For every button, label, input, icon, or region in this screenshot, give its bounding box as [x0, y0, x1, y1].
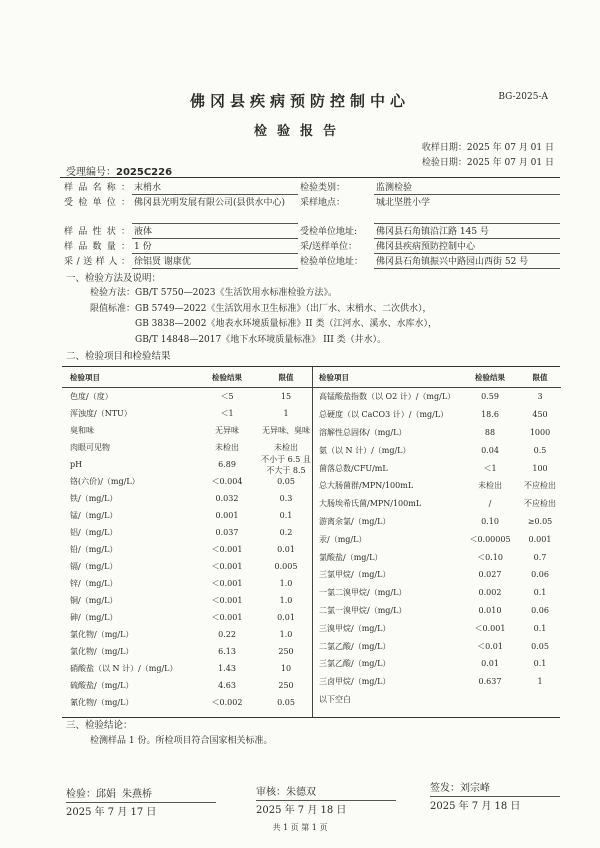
row-item: 二氯乙酸/（mg/L） [319, 641, 391, 651]
header-item: 检验项目 [70, 372, 100, 382]
row-result: ＜1 [220, 409, 234, 418]
row-result: ＜0.001 [211, 579, 243, 588]
row-item: 总硬度（以 CaCO3 计）/（mg/L） [319, 410, 449, 420]
info-label: 检验类别： [300, 183, 346, 193]
info-value: 佛冈县疾病预防控制中心 [374, 239, 560, 254]
row-item: 铝/（mg/L） [70, 528, 118, 537]
row-limit: 0.06 [531, 605, 549, 615]
row-limit: 0.005 [274, 562, 298, 571]
row-result: / [488, 499, 492, 509]
row-limit: 250 [278, 681, 294, 690]
form-code: BG-2025-A [498, 92, 548, 102]
table-row [313, 477, 561, 495]
row-result: 0.002 [478, 588, 502, 598]
row-limit: 1.0 [279, 596, 293, 605]
row-limit: 0.05 [277, 477, 295, 486]
row-result: 未检出 [478, 481, 502, 491]
row-item: 三卤甲烷/（mg/L） [319, 677, 391, 687]
row-item: 游离余氯/（mg/L） [319, 516, 391, 526]
row-result: ＜0.001 [211, 613, 243, 622]
row-result: ＜0.001 [474, 623, 506, 633]
table-row [313, 584, 561, 602]
row-result: 0.032 [215, 494, 239, 503]
row-limit: 1000 [529, 427, 551, 437]
table-row [62, 592, 312, 609]
row-item: 肉眼可见物 [70, 443, 110, 452]
table-row [62, 405, 312, 422]
method-text: GB/T 5750—2023《生活饮用水标准检验方法》。 [135, 288, 338, 298]
table-row [313, 691, 561, 709]
row-item: 锌/（mg/L） [70, 579, 118, 588]
acceptance-number [66, 163, 172, 178]
row-result: ＜5 [220, 392, 234, 401]
row-result: 0.59 [481, 392, 499, 402]
info-label: 样品性状： [64, 226, 130, 237]
row-limit: 1 [537, 677, 543, 687]
table-row [313, 673, 561, 691]
row-item: 三氯乙酸/（mg/L） [319, 659, 391, 669]
row-result: 0.637 [478, 677, 502, 687]
conclusion-text: 检测样品 1 份。所检项目符合国家相关标准。 [90, 736, 273, 746]
row-limit: ≥0.05 [527, 516, 553, 526]
row-item: 氨（以 N 计）/（mg/L） [319, 445, 411, 455]
row-item: 菌落总数/CFU/mL [319, 463, 388, 473]
row-result: 0.22 [218, 630, 236, 639]
conclusion-heading: 三、检验结论： [66, 720, 133, 731]
row-limit: 10 [280, 664, 292, 673]
table-row [62, 490, 312, 507]
info-value: 监测检验 [374, 180, 560, 195]
row-item: 一氯二溴甲烷/（mg/L） [319, 588, 407, 598]
row-result: 0.001 [215, 511, 239, 520]
results-heading: 二、检验项目和检验结果 [66, 351, 171, 362]
row-item: 色度/（度） [70, 392, 113, 401]
tester [66, 785, 216, 818]
acceptance-value: 2025C226 [116, 167, 173, 178]
table-row [62, 626, 312, 643]
row-item: 三溴甲烷/（mg/L） [319, 623, 391, 633]
org-title: 佛冈县疾病预防控制中心 [189, 92, 410, 110]
info-label: 采样地点： [300, 197, 346, 208]
row-item: 汞/（mg/L） [319, 534, 367, 544]
info-value: 液体 [132, 224, 298, 239]
test-date: 检验日期：2025 年 07 月 01 日 [421, 158, 554, 168]
row-item: 大肠埃希氏菌/MPN/100mL [319, 499, 422, 509]
table-row [313, 441, 561, 459]
info-label: 样品名称： [64, 183, 130, 193]
row-item: 氯酸盐/（mg/L） [319, 552, 383, 562]
row-limit: 无异味、臭味 [262, 426, 310, 435]
row-result: 0.010 [478, 605, 502, 615]
info-value: 1 份 [132, 239, 298, 254]
info-label: 检验单位地址： [300, 256, 364, 267]
row-result: ＜0.01 [477, 641, 503, 651]
issuer-date: 2025 年 7 月 18 日 [430, 796, 560, 812]
info-value: 佛冈县石角镇沿江路 145 号 [374, 224, 560, 239]
table-header [313, 367, 561, 388]
reviewer [256, 783, 396, 816]
table-row [62, 422, 312, 439]
row-item: 硝酸盐（以 N 计）/（mg/L） [70, 664, 178, 673]
row-limit: 0.1 [533, 588, 547, 598]
row-limit: 0.3 [279, 494, 293, 503]
row-limit: 0.05 [277, 698, 295, 707]
methods-heading: 一、检验方法及说明： [66, 273, 162, 284]
row-item: 浑浊度/（NTU） [70, 409, 132, 418]
table-row [62, 677, 312, 694]
row-limit: 0.7 [533, 552, 547, 562]
table-row [313, 513, 561, 531]
limit-line: GB 5749—2022《生活饮用水卫生标准》（出厂水、末梢水、二次供水）， [135, 303, 432, 314]
row-item: 铬(六价)/（mg/L） [70, 477, 140, 486]
row-item: 锰/（mg/L） [70, 511, 118, 520]
table-row [313, 424, 561, 442]
table-row [313, 406, 561, 424]
row-limit: 0.001 [528, 534, 552, 544]
table-row [313, 459, 561, 477]
info-label: 样品数量： [64, 241, 130, 252]
table-row [62, 575, 312, 592]
methods-block [90, 286, 437, 348]
info-value: 城北坚胜小学 [374, 195, 560, 224]
results-right-column [312, 367, 561, 717]
row-item: 氰化物/（mg/L） [70, 698, 134, 707]
row-result: ＜0.10 [477, 552, 503, 562]
row-item: 三氯甲烷/（mg/L） [319, 570, 391, 580]
table-row [62, 524, 312, 541]
row-result: 6.89 [218, 460, 236, 469]
row-result: ＜1 [483, 463, 497, 473]
page-info: 共 1 页 第 1 页 [272, 823, 328, 832]
info-value: 佛冈县石角镇振兴中路园山西街 52 号 [374, 254, 560, 269]
row-item: 总大肠菌群/MPN/100mL [319, 481, 414, 491]
row-item: 臭和味 [70, 426, 94, 435]
row-result: ＜0.00005 [469, 534, 511, 544]
table-row [62, 660, 312, 677]
table-row [313, 495, 561, 513]
row-item: 铜/（mg/L） [70, 596, 118, 605]
table-row [313, 388, 561, 406]
row-item: 二氯一溴甲烷/（mg/L） [319, 605, 407, 615]
row-result: 0.01 [481, 659, 499, 669]
info-value: 末梢水 [132, 180, 298, 195]
info-label: 受检单位： [64, 197, 130, 208]
row-limit: 450 [532, 410, 548, 420]
info-label: 受检单位地址: [300, 226, 358, 237]
table-row [313, 566, 561, 584]
row-limit: 15 [280, 392, 292, 401]
table-row [62, 694, 312, 711]
row-result: 0.04 [481, 445, 499, 455]
row-item: 高锰酸盐指数（以 O2 计）/（mg/L） [319, 392, 456, 402]
row-result: 0.037 [215, 528, 239, 537]
limit-line: GB/T 14848—2017《地下水环境质量标准》 III 类（井水）。 [135, 334, 387, 345]
row-limit: 0.1 [533, 623, 547, 633]
info-label: 采/送样单位： [300, 241, 358, 252]
table-row [313, 637, 561, 655]
row-result: 6.13 [218, 647, 236, 656]
table-row [313, 548, 561, 566]
table-row [62, 558, 312, 575]
row-result: ＜0.002 [211, 698, 243, 707]
row-limit: 1 [283, 409, 289, 418]
row-item: 溶解性总固体/（mg/L） [319, 427, 407, 437]
row-result: 未检出 [215, 443, 239, 452]
row-limit: 不应检出 [524, 481, 556, 491]
divider [60, 177, 560, 178]
table-row [62, 473, 312, 490]
results-left-column [62, 367, 312, 717]
tester-date: 2025 年 7 月 17 日 [66, 802, 216, 818]
row-item: 氯化物/（mg/L） [70, 630, 134, 639]
row-limit: 不应检出 [524, 499, 556, 509]
table-row [62, 609, 312, 626]
table-row [62, 643, 312, 660]
table-row [62, 456, 312, 473]
row-result: ＜0.001 [211, 562, 243, 571]
report-title: 检验报告 [253, 124, 346, 139]
row-limit: 3 [537, 392, 543, 402]
row-result: 0.027 [478, 570, 502, 580]
tester-signature: 邱娟 朱燕桥 [96, 789, 153, 800]
table-row [313, 530, 561, 548]
row-result: ＜0.001 [211, 596, 243, 605]
row-item: 铅/（mg/L） [70, 545, 118, 554]
row-limit: 0.06 [531, 570, 549, 580]
row-result: 0.10 [481, 516, 499, 526]
table-row [62, 507, 312, 524]
row-result: ＜0.004 [211, 477, 243, 486]
table-row [313, 655, 561, 673]
issuer [430, 779, 560, 812]
row-limit: 0.05 [531, 641, 549, 651]
receive-date: 收样日期：2025 年 07 月 01 日 [421, 143, 554, 153]
row-result: 88 [484, 427, 496, 437]
row-limit: 0.5 [533, 445, 547, 455]
table-row [62, 541, 312, 558]
row-item: 以下空白 [319, 694, 351, 704]
row-result: ＜0.001 [211, 545, 243, 554]
table-header [62, 367, 312, 388]
reviewer-signature: 朱德双 [286, 787, 316, 798]
row-limit: 0.1 [279, 511, 293, 520]
acceptance-label: 受理编号： [66, 167, 116, 178]
table-row [313, 619, 561, 637]
row-result: 18.6 [481, 410, 499, 420]
row-limit: 0.2 [279, 528, 293, 537]
table-row [313, 602, 561, 620]
date-block [422, 141, 554, 171]
results-table [62, 366, 560, 718]
info-value: 徐铝贤 谢康优 [132, 254, 298, 269]
header-limit: 限值 [278, 372, 294, 382]
row-limit: 不小于 6.5 且不大于 8.5 [261, 454, 311, 475]
header-limit: 限值 [532, 372, 548, 382]
row-item: 铁/（mg/L） [70, 494, 118, 503]
row-limit: 0.01 [277, 545, 295, 554]
reviewer-date: 2025 年 7 月 18 日 [256, 800, 396, 816]
row-limit: 0.1 [533, 659, 547, 669]
row-item: 氯化物/（mg/L） [70, 647, 134, 656]
row-limit: 1.0 [279, 630, 293, 639]
info-value: 佛冈县光明发展有限公司(县供水中心) [132, 195, 298, 224]
row-limit: 0.01 [277, 613, 295, 622]
tester-label: 检验： [66, 789, 96, 800]
row-result: 4.63 [218, 681, 236, 690]
table-row [62, 388, 312, 405]
header-result: 检验结果 [212, 372, 242, 382]
limit-line: GB 3838—2002《地表水环境质量标准》II 类（江河水、溪水、水库水）， [135, 319, 437, 329]
header-result: 检验结果 [475, 372, 505, 382]
issuer-signature: 刘宗峰 [460, 783, 490, 794]
issuer-label: 签发： [430, 783, 460, 794]
header-item: 检验项目 [319, 372, 349, 382]
row-result: 1.43 [218, 664, 236, 673]
row-limit: 100 [532, 463, 548, 473]
row-limit: 1.0 [279, 579, 293, 588]
reviewer-label: 审核： [256, 787, 286, 798]
row-result: 无异味 [215, 426, 239, 435]
row-item: 镉/（mg/L） [70, 562, 118, 571]
row-item: pH [70, 460, 83, 469]
sample-info [62, 180, 560, 269]
row-item: 硫酸盐/（mg/L） [70, 681, 134, 690]
info-label: 采/送样人： [64, 256, 130, 267]
method-label: 检验方法： [90, 288, 136, 298]
row-limit: 250 [278, 647, 294, 656]
limit-label: 限值标准： [90, 303, 136, 314]
row-item: 砷/（mg/L） [70, 613, 118, 622]
row-limit: 未检出 [274, 443, 298, 452]
